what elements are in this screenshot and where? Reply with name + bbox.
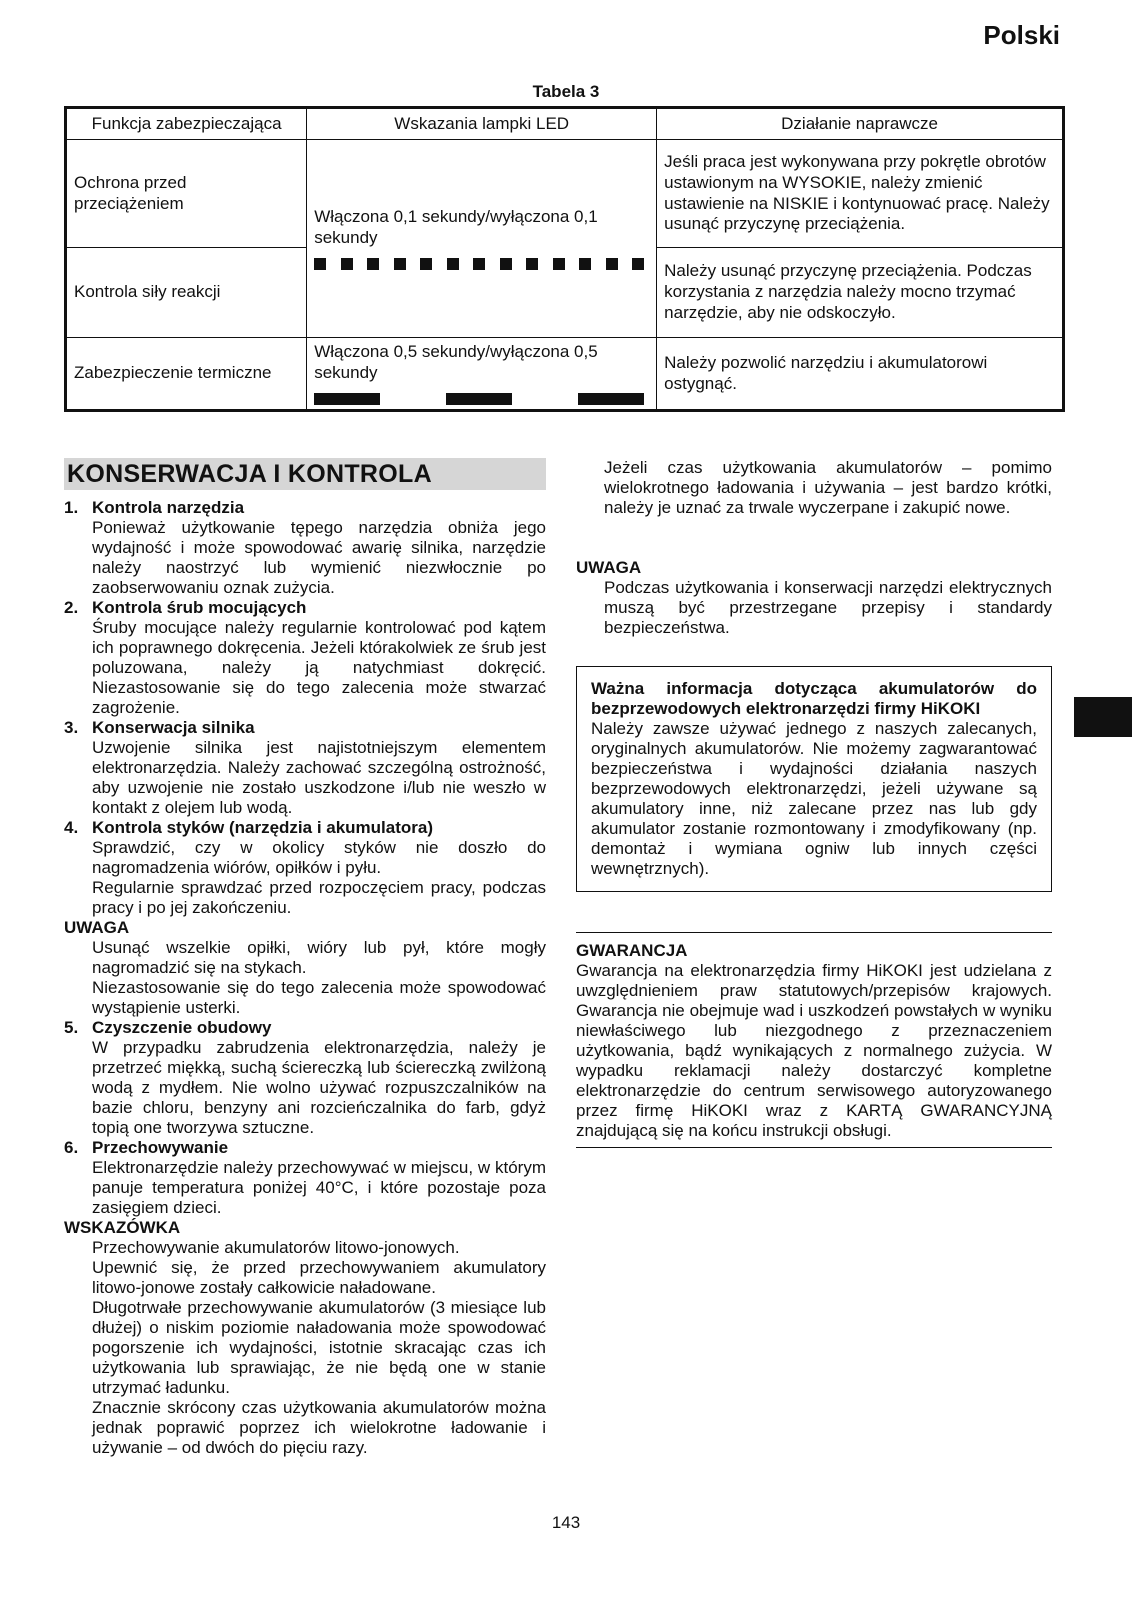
uwaga-text: Niezastosowanie się do tego zalecenia może spowodować wystąpienie usterki.: [92, 978, 546, 1017]
led-short-text: Włączona 0,1 sekundy/wyłączona 0,1 sekundy: [314, 206, 598, 247]
list-item: [64, 598, 546, 718]
led-indication-long: [307, 338, 657, 411]
item-title: Kontrola śrub mocujących: [92, 598, 307, 617]
uwaga-label: UWAGA: [64, 918, 130, 937]
row-action: Jeśli praca jest wykonywana przy pokrętle obrotów ustawionym na WYSOKIE, należy zmienić ustawienie na NISKIE i kontynuować pracę. Należy usunąć przyczynę przeciążenia.: [657, 140, 1064, 248]
battery-intro: Jeżeli czas użytkowania akumulatorów – pomimo wielokrotnego ładowania i używania – jest bardzo krótki, należy je uznać za trwale wyczerpane i zakupić nowe.: [604, 458, 1052, 517]
warranty-text: Gwarancja na elektronarzędzia firmy HiKOKI jest udzielana z uwzględnieniem praw statutowych/przepisów krajowych. Gwarancja nie obejmuje wad i uszkodzeń powstałych w wyniku niewłaściwego lub niezgodnego z przeznaczeniem użytkowania, bądź wynikających z normalnego zużycia. W wypadku reklamacji należy dostarczyć kompletne elektronarzędzie do centrum serwisowego autoryzowanego przez firmę HiKOKI wraz z KARTĄ GWARANCYJNĄ znajdującą się na końcu instrukcji obsługi.: [576, 961, 1052, 1140]
item-title: Przechowywanie: [92, 1138, 229, 1157]
table-row: [66, 140, 1064, 248]
item-number: 3.: [64, 718, 79, 737]
uwaga-text: Podczas użytkowania i konserwacji narzędzi elektrycznych muszą być przestrzegane przepisy i standardy bezpieczeństwa.: [604, 578, 1052, 637]
item-text: Uzwojenie silnika jest najistotniejszym elementem elektronarzędzia. Należy zachować szczególną ostrożność, aby uzwojenie nie zostało uszkodzone i/lub nie weszło w kontakt z olejem lub wodą.: [92, 738, 546, 817]
list-item: [64, 498, 546, 598]
table-row: [66, 338, 1064, 411]
list-item: [64, 1018, 546, 1138]
item-text: Śruby mocujące należy regularnie kontrolować pod kątem ich poprawnego dokręcenia. Jeżeli którakolwiek ze śrub jest poluzowana, należy ją natychmiast dokręcić. Niezastosowanie się do tego zalecenia może stwarzać zagrożenie.: [92, 618, 546, 717]
left-column: [64, 458, 546, 1458]
box-title: Ważna informacja dotycząca akumulatorów do bezprzewodowych elektronarzędzi firmy HiKOKI: [591, 679, 1037, 718]
led-long-text: Włączona 0,5 sekundy/wyłączona 0,5 sekundy: [314, 342, 598, 382]
item-number: 6.: [64, 1138, 79, 1157]
led-long-pattern: [314, 393, 644, 405]
item-text: Regularnie sprawdzać przed rozpoczęciem pracy, podczas pracy i po jej zakończeniu.: [92, 878, 546, 917]
item-title: Kontrola narzędzia: [92, 498, 245, 517]
header-action: Działanie naprawcze: [657, 108, 1064, 140]
hint-text: Długotrwałe przechowywanie akumulatorów (3 miesiące lub dłużej) o niskim poziomie naładowania może spowodować pogorszenie ich wydajności, istotnie skracając czas ich użytkowania lub sprawiając, że nie będą one w stanie utrzymać ładunku.: [92, 1298, 546, 1397]
battery-info-box: [576, 666, 1052, 892]
language-label: Polski: [983, 20, 1060, 50]
section-tab-marker: [1074, 697, 1132, 737]
list-item: [64, 718, 546, 818]
item-text: W przypadku zabrudzenia elektronarzędzia, należy je przetrzeć miękką, suchą ściereczką lub ściereczką zwilżoną wodą z mydłem. Nie wolno używać rozpuszczalników na bazie chloru, benzyny ani rozcieńczalnika do farb, gdyż topią one tworzywa sztuczne.: [92, 1038, 546, 1137]
table-caption: Tabela 3: [532, 82, 600, 101]
item-title: Kontrola styków (narzędzia i akumulatora): [92, 818, 434, 837]
item-title: Czyszczenie obudowy: [92, 1018, 272, 1037]
item-number: 2.: [64, 598, 79, 617]
item-number: 1.: [64, 498, 79, 517]
section-title: KONSERWACJA I KONTROLA: [64, 458, 546, 490]
row-function: Kontrola siły reakcji: [66, 248, 307, 338]
led-indication-short: [307, 140, 657, 338]
right-column: [576, 458, 1052, 1148]
warranty-section: [576, 932, 1052, 1148]
header-led: Wskazania lampki LED: [307, 108, 657, 140]
uwaga-text: Usunąć wszelkie opiłki, wióry lub pył, które mogły nagromadzić się na stykach.: [92, 938, 546, 977]
item-text: Elektronarzędzie należy przechowywać w miejscu, w którym panuje temperatura poniżej 40°C, i które pozostaje poza zasięgiem dzieci.: [92, 1158, 546, 1217]
header-function: Funkcja zabezpieczająca: [66, 108, 307, 140]
item-text: Sprawdzić, czy w okolicy styków nie doszło do nagromadzenia wiórów, opiłków i pyłu.: [92, 838, 546, 877]
table-header-row: [66, 108, 1064, 140]
hint-text: Znacznie skrócony czas użytkowania akumulatorów można jednak poprawić poprzez ich wielokrotne ładowanie i używanie – od dwóch do pięciu razy.: [92, 1398, 546, 1457]
list-item: [64, 1138, 546, 1218]
hint-text: Przechowywanie akumulatorów litowo-jonowych.: [92, 1238, 460, 1257]
page-number: 143: [551, 1513, 581, 1532]
row-action: Należy pozwolić narzędziu i akumulatorowi ostygnąć.: [657, 338, 1064, 411]
led-short-pattern: [314, 258, 644, 270]
warranty-title: GWARANCJA: [576, 941, 688, 960]
hint-text: Upewnić się, że przed przechowywaniem akumulatory litowo-jonowe zostały całkowicie naładowane.: [92, 1258, 546, 1297]
row-action: Należy usunąć przyczynę przeciążenia. Podczas korzystania z narzędzia należy mocno trzymać narzędzie, aby nie odskoczyło.: [657, 248, 1064, 338]
item-title: Konserwacja silnika: [92, 718, 255, 737]
box-text: Należy zawsze używać jednego z naszych zalecanych, oryginalnych akumulatorów. Nie możemy zagwarantować bezpieczeństwa i wydajności działania naszych bezprzewodowych elektronarzędzi, jeżeli używane są akumulatory inne, niż zalecane przez nas lub gdy akumulator zostanie rozmontowany i zmodyfikowany (np. demontaż i wymiana ogniw lub innych części wewnętrznych).: [591, 719, 1037, 878]
item-number: 4.: [64, 818, 79, 837]
item-number: 5.: [64, 1018, 79, 1037]
item-text: Ponieważ użytkowanie tępego narzędzia obniża jego wydajność i może spowodować awarię silnika, narzędzie należy naostrzyć lub wymienić niezwłocznie po zaobserwowaniu oznak zużycia.: [92, 518, 546, 597]
protection-table: [64, 106, 1065, 412]
list-item: [64, 818, 546, 918]
uwaga-label: UWAGA: [576, 558, 642, 577]
row-function: Zabezpieczenie termiczne: [66, 338, 307, 411]
row-function: Ochrona przed przeciążeniem: [66, 140, 307, 248]
hint-label: WSKAZÓWKA: [64, 1218, 181, 1237]
